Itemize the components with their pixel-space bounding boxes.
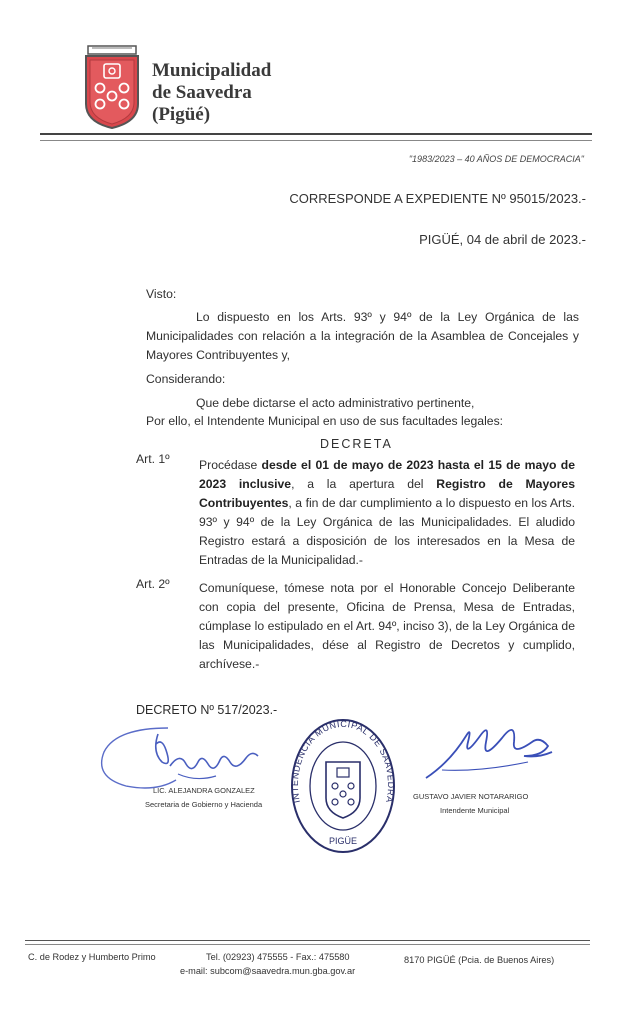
article-1-text-c: , a fin de dar cumplimiento a lo dispuesto en los Arts. 93º y 94º de la Ley Orgánica de las Municipalidades. El aludido Registro estará a disposición de los interesados en la Mesa de Entradas de la Municipalidad.- (199, 496, 575, 567)
considerando-label: Considerando: (146, 372, 226, 386)
footer-address: C. de Rodez y Humberto Primo (28, 952, 156, 962)
left-signatory-role: Secretaria de Gobierno y Hacienda (145, 800, 263, 809)
article-1-text (199, 456, 575, 570)
article-2-number: Art. 2º (136, 577, 170, 591)
article-2-text: Comuníquese, tómese nota por el Honorable Concejo Deliberante con copia del presente, Oficina de Prensa, Mesa de Entradas, cúmplase lo estipulado en el Art. 94º, inciso 3), de la Ley Orgánica de las Municipalidades, dése al Registro de Decretos y cumplido, archívese.- (199, 581, 575, 671)
decree-number: DECRETO Nº 517/2023.- (136, 703, 278, 717)
footer-rule-thin (25, 944, 590, 945)
seal-text-top: INTENDENCIA MUNICIPAL DE SAAVEDRA (290, 718, 396, 804)
article-1-registry: Registro de Mayores Contribuyentes (199, 477, 575, 510)
right-signatory-name: GUSTAVO JAVIER NOTARARIGO (413, 792, 529, 801)
por-ello-text: Por ello, el Intendente Municipal en uso de sus facultades legales: (146, 414, 504, 428)
visto-label: Visto: (146, 287, 177, 301)
footer-email: e-mail: subcom@saavedra.mun.gba.gov.ar (180, 966, 356, 976)
right-signatory-role: Intendente Municipal (440, 806, 510, 815)
footer-phone: Tel. (02923) 475555 - Fax.: 475580 (206, 952, 350, 962)
article-1-text-a: Procédase (199, 458, 262, 472)
motto: "1983/2023 – 40 AÑOS DE DEMOCRACIA" (408, 154, 584, 164)
footer-city: 8170 PIGÜÉ (Pcia. de Buenos Aires) (404, 955, 555, 965)
left-signatory-name: LIC. ALEJANDRA GONZALEZ (153, 786, 255, 795)
document-date: PIGÜÉ, 04 de abril de 2023.- (419, 232, 586, 247)
municipality-name-line2: de Saavedra (152, 82, 252, 103)
official-seal-icon (290, 718, 396, 854)
considerando-text: Que debe dictarse el acto administrativo pertinente, (196, 396, 475, 410)
handwritten-signature-icon (420, 712, 560, 782)
article-1-number: Art. 1º (136, 452, 170, 466)
municipality-name (152, 60, 271, 126)
municipality-name-line1: Municipalidad (152, 60, 272, 81)
header-rule-thin (40, 140, 592, 141)
article-1-dates: desde el 01 de mayo de 2023 hasta el 15 de mayo de 2023 inclusive (199, 458, 575, 491)
article-1-text-b: , a la apertura del (291, 477, 437, 491)
coat-of-arms-icon (80, 44, 144, 130)
municipality-name-line3: (Pigüé) (152, 104, 211, 125)
visto-text: Lo dispuesto en los Arts. 93º y 94º de la Ley Orgánica de las Municipalidades con relación a la integración de la Asamblea de Concejales y Mayores Contribuyentes y, (146, 310, 579, 362)
decreta-heading: DECRETA (320, 437, 393, 451)
expediente-number: CORRESPONDE A EXPEDIENTE Nº 95015/2023.- (289, 191, 586, 206)
seal-text-bottom: PIGÜE (328, 836, 358, 846)
header-rule (40, 133, 592, 135)
footer-rule (25, 940, 590, 941)
